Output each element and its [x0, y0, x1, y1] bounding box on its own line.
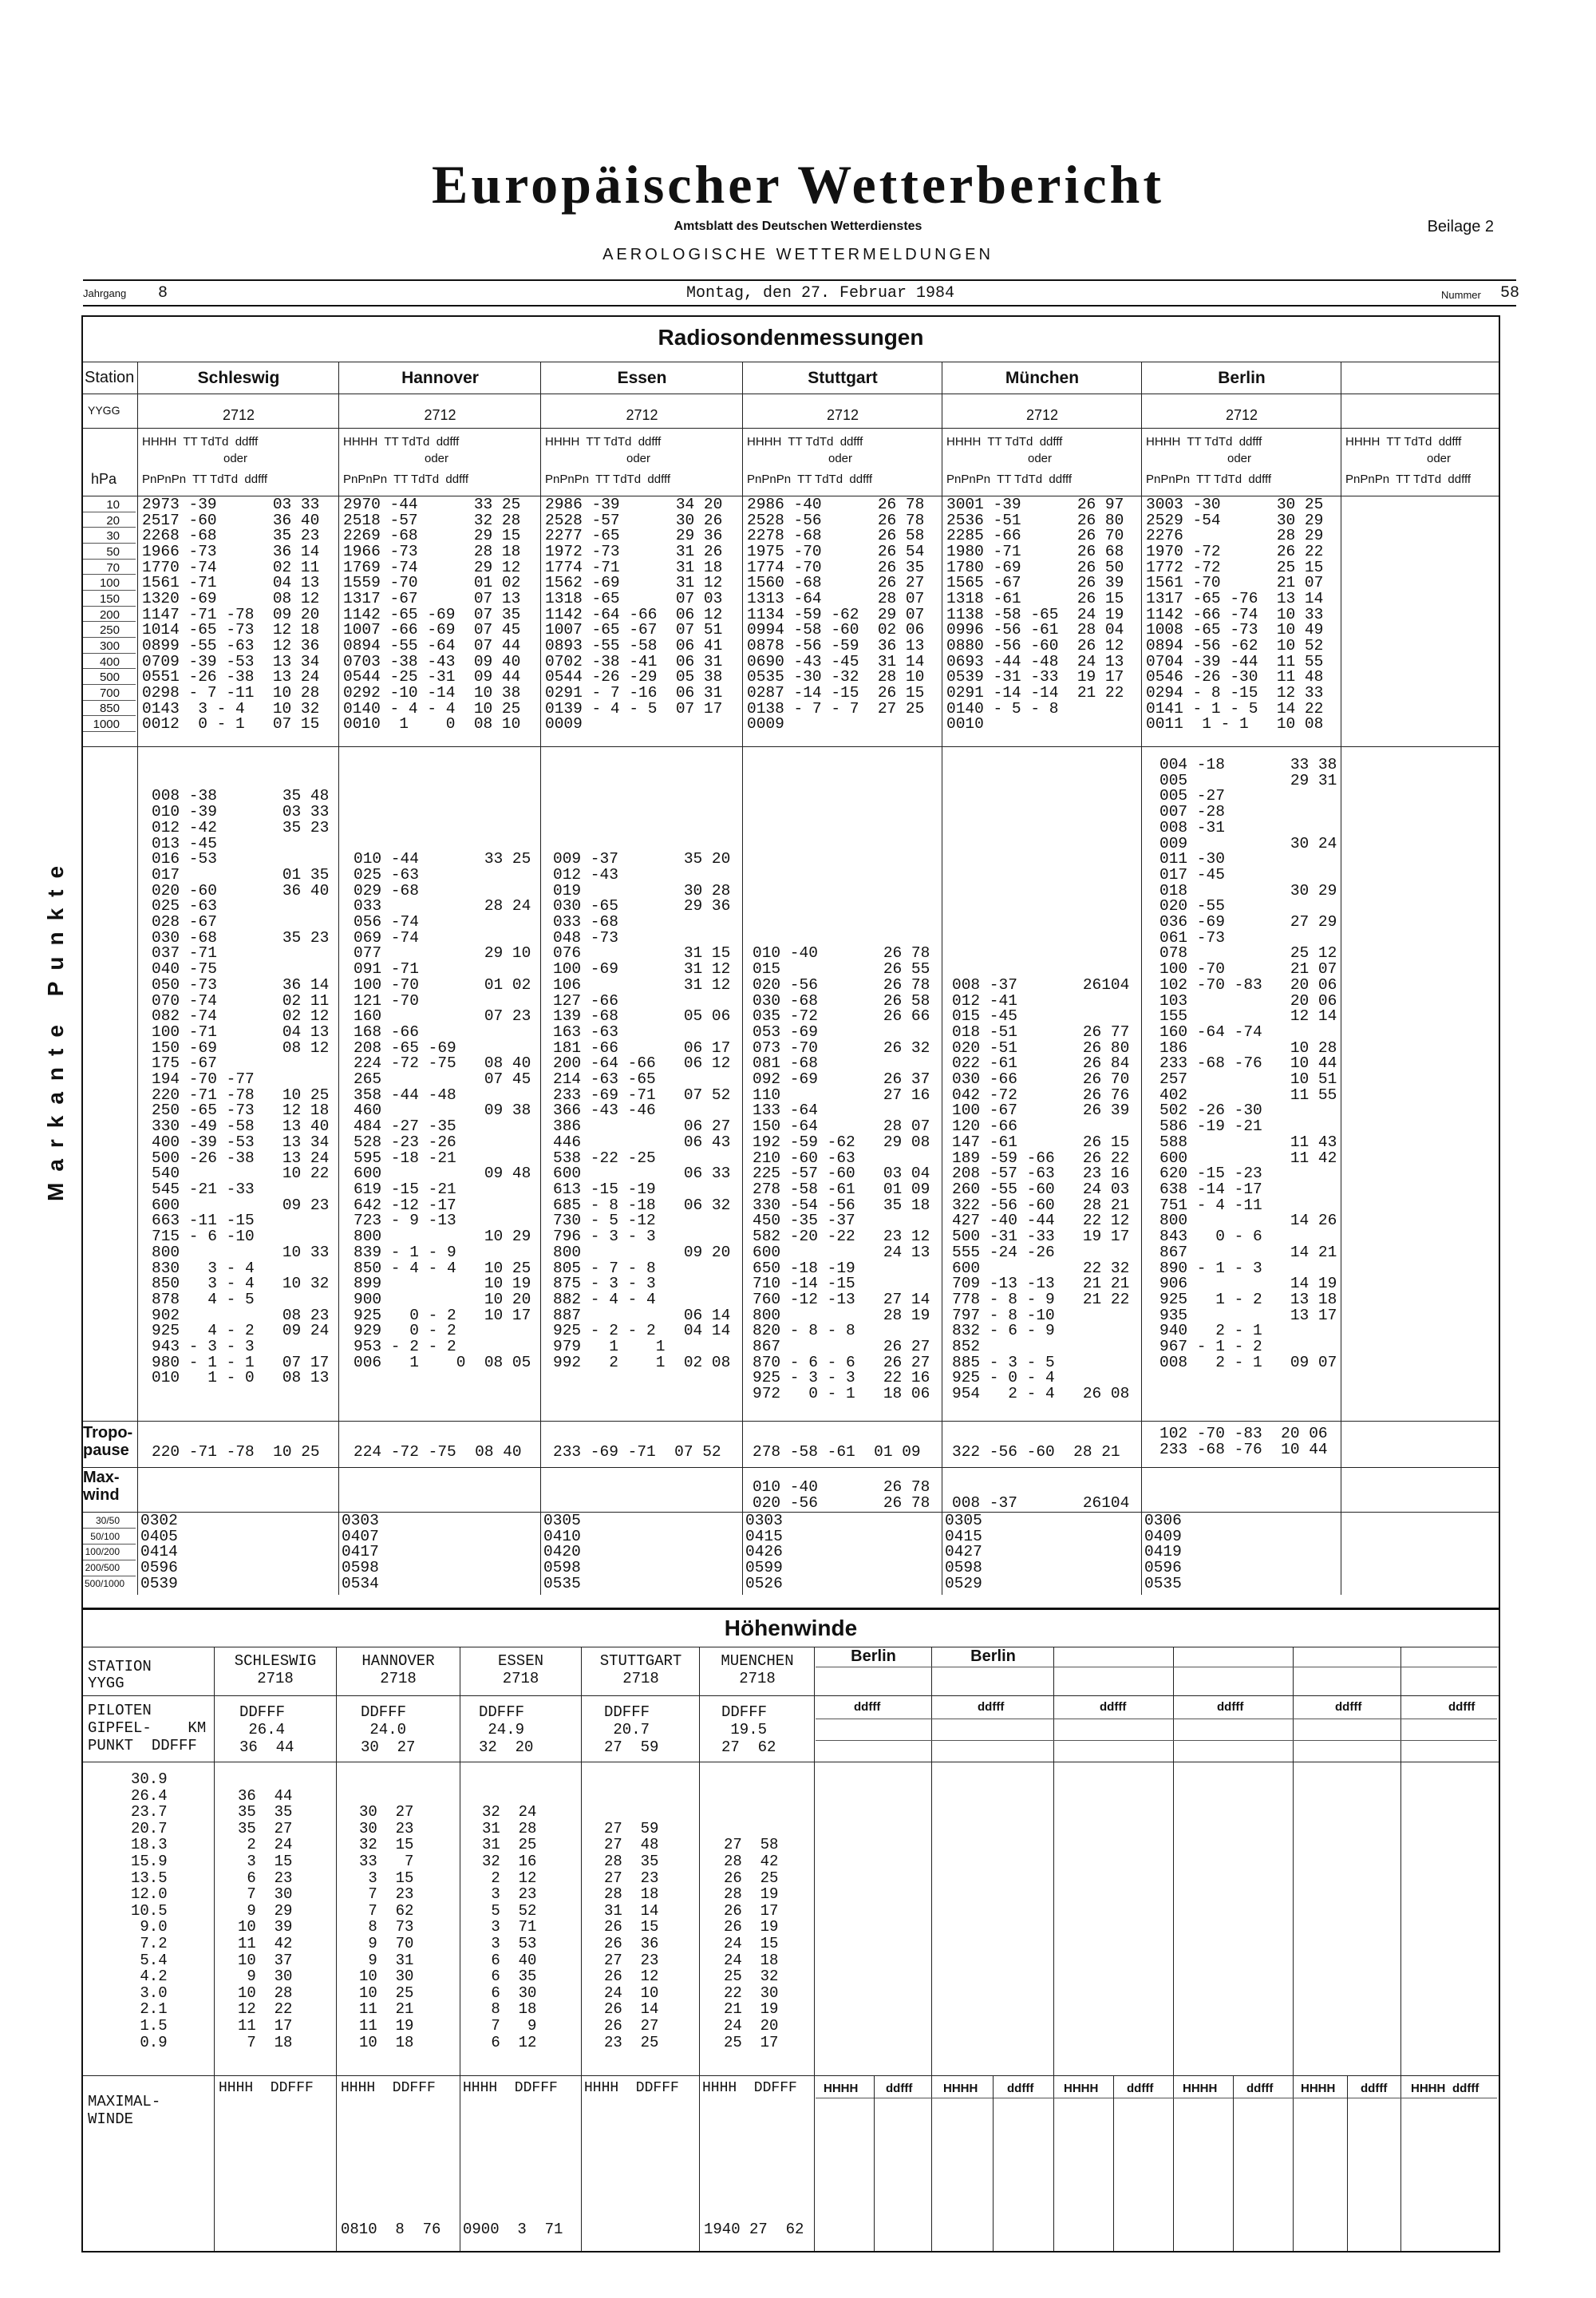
standard-levels-muenchen: 3001 -39 26 97 2536 -51 26 80 2285 -66 26 70 1980 -71 26 68 1780 -69 26 50 1565 -67 26 39 1318 -61 26 15 1138 -58 -65 24 19 0996 -56 -61 28 04 0880 -56 -60 26 12 0693 -44 -48 24 13 0539 -31 -33 19 17 0291 -14 -14 21 22 0140 - 5 - 8 0010	[946, 496, 1124, 734]
hw-station-yygg: 2718	[380, 1670, 417, 1687]
hw-station-name: HANNOVER	[361, 1652, 435, 1670]
hw-station-yygg: 2718	[739, 1670, 776, 1687]
station-yygg: 2712	[626, 407, 658, 423]
hw-max-header: HHHH DDFFF	[341, 2080, 436, 2096]
hpa-level: 250	[99, 623, 120, 638]
column-header: HHHH TT TdTd ddfff	[1146, 435, 1262, 449]
hw-ddfff-label: ddfff	[1217, 1700, 1244, 1714]
hw-station-name: MUENCHEN	[721, 1652, 794, 1670]
column-rule	[1141, 362, 1142, 1595]
maxwind-label: Max-wind	[83, 1469, 120, 1504]
hw-max-muenchen: 1940 27 62	[704, 2221, 804, 2238]
thickness-hannover: 0303 0407 0417 0598 0534	[342, 1512, 379, 1592]
column-rule	[874, 2075, 875, 2251]
hw-hhhh-label: HHHH	[1301, 2082, 1336, 2095]
hpa-level: 50	[106, 544, 120, 559]
hw-ddfff-label: ddfff	[1007, 2082, 1034, 2095]
hw-head-schleswig: DDFFF 26.4 36 44	[239, 1703, 294, 1756]
column-header: PnPnPn TT TdTd ddfff	[545, 473, 671, 486]
station-yygg: 2712	[222, 407, 255, 423]
station-label: Station	[85, 369, 135, 386]
hw-station-yygg: 2718	[257, 1670, 294, 1687]
hw-hhhh-label: HHHH	[1411, 2082, 1446, 2095]
hw-max-header: HHHH DDFFF	[584, 2080, 679, 2096]
hpa-level: 10	[106, 498, 120, 512]
standard-levels-essen: 2986 -39 34 20 2528 -57 30 26 2277 -65 29 36 1972 -73 31 26 1774 -71 31 18 1562 -69 31 12 1318 -65 07 03 1142 -64 -66 06 12 1007 -65 -67 07 51 0893 -55 -58 06 41 0702 -38 -41 06 31 0544 -26 -29 05 38 0291 - 7 -16 06 31 0139 - 4 - 5 07 17 0009	[545, 496, 723, 734]
markante-stuttgart: 010 -40 26 78 015 26 55 020 -56 26 78 030 -68 26 58 035 -72 26 66 053 -69 073 -70 26 32 081 -68 092 -69 26 37 110 27 16 133 -64 150 -64 28 07 192 -59 -62 29 08 210 -60 -63 225 -57 -60 03 04 278 -58 -61 01 09 330 -54 -56 35 18 450 -35 -37 582 -20 -22 23 12 600 24 13 650 -18 -19 710 -14 -15 760 -12 -13 27 14 800 28 19 820 - 8 - 8 867 26 27 870 - 6 - 6 26 27 925 - 3 - 3 22 16 972 0 - 1 18 06	[753, 944, 930, 1403]
station-yygg: 2712	[1025, 407, 1059, 423]
station-name: Berlin	[1218, 369, 1266, 387]
station-yygg: 2712	[424, 407, 456, 423]
column-rule	[993, 2075, 994, 2251]
column-rule	[1233, 2075, 1234, 2251]
hw-ddfff-label: ddfff	[1127, 2082, 1154, 2095]
jahrgang-label: Jahrgang	[83, 287, 127, 299]
hw-ddfff-label: ddfff	[886, 2082, 913, 2095]
column-header-oder: oder	[223, 452, 248, 465]
markante-muenchen: 008 -37 26104 012 -41 015 -45 018 -51 26 77 020 -51 26 80 022 -61 26 84 030 -66 26 70 042 -72 26 76 100 -67 26 39 120 -66 147 -61 26 15 189 -59 -66 26 22 208 -57 -63 23 16 260 -55 -60 24 03 322 -56 -60 28 21 427 -40 -44 22 12 500 -31 -33 19 17 555 -24 -26 600 22 32 709 -13 -13 21 21 778 - 8 - 9 21 22 797 - 8 -10 832 - 6 - 9 852 885 - 3 - 5 925 - 0 - 4 954 2 - 4 26 08	[952, 975, 1130, 1403]
nummer-value: 58	[1500, 284, 1520, 303]
markante-hannover: 010 -44 33 25 025 -63 029 -68 033 28 24 056 -74 069 -74 077 29 10 091 -71 100 -70 01 02 121 -70 160 07 23 168 -66 208 -65 -69 224 -72 -75 08 40 265 07 45 358 -44 -48 460 09 38 484 -27 -35 528 -23 -26 595 -18 -21 600 09 48 619 -15 -21 642 -12 -17 723 - 9 -13 800 10 29 839 - 1 - 9 850 - 4 - 4 10 25 899 10 19 900 10 20 925 0 - 2 10 17 929 0 - 2 953 - 2 - 2 006 1 0 08 05	[354, 850, 531, 1371]
hw-station-yygg: 2718	[622, 1670, 659, 1687]
tropopause-muenchen: 322 -56 -60 28 21	[952, 1443, 1120, 1461]
hw-yygg-label: YYGG	[88, 1675, 124, 1692]
column-rule	[338, 362, 339, 1595]
station-name: Stuttgart	[808, 369, 878, 387]
column-rule	[1347, 2075, 1348, 2251]
column-rule	[581, 1647, 582, 2251]
column-rule	[214, 1647, 215, 2251]
yygg-label: YYGG	[88, 404, 120, 417]
hw-heights: 30.9 26.4 23.7 20.7 18.3 15.9 13.5 12.0 10.5 9.0 7.2 5.4 4.2 3.0 2.1 1.5 0.9	[131, 1770, 168, 2051]
station-name: Essen	[617, 369, 667, 387]
column-header: HHHH TT TdTd ddfff	[142, 435, 259, 449]
maxwind-stuttgart: 010 -40 26 78 020 -56 26 78	[753, 1478, 930, 1512]
station-name: München	[1005, 369, 1080, 387]
hw-station-name: SCHLESWIG	[234, 1652, 317, 1670]
hw-hhhh-label: HHHH	[1183, 2082, 1218, 2095]
hw-max-header: HHHH DDFFF	[463, 2080, 558, 2096]
hw-max-header: HHHH DDFFF	[219, 2080, 314, 2096]
hpa-level: 100	[99, 576, 120, 591]
hw-head-essen: DDFFF 24.9 32 20	[479, 1703, 534, 1756]
column-header: HHHH TT TdTd ddfff	[545, 435, 662, 449]
hw-col-essen: 32 24 31 28 31 25 32 16 2 12 3 23 5 52 3 71 3 53 6 40 6 35 6 30 8 18 7 9 6 12	[482, 1803, 537, 2051]
station-name: Schleswig	[197, 369, 280, 387]
thickness-label: 30/50	[95, 1515, 120, 1526]
column-header-oder: oder	[1227, 452, 1252, 465]
column-header: HHHH TT TdTd ddfff	[343, 435, 460, 449]
hw-max-header: HHHH DDFFF	[702, 2080, 797, 2096]
column-header: PnPnPn TT TdTd ddfff	[142, 473, 268, 486]
column-rule	[336, 1647, 337, 2251]
hw-ddfff-label: ddfff	[1100, 1700, 1127, 1714]
divider	[83, 1512, 1499, 1513]
column-header: PnPnPn TT TdTd ddfff	[1345, 473, 1472, 486]
divider	[83, 1467, 1499, 1468]
hw-head-muenchen: DDFFF 19.5 27 62	[721, 1703, 776, 1756]
hw-ddfff-label: ddfff	[854, 1700, 881, 1714]
hw-head-stuttgart: DDFFF 20.7 27 59	[604, 1703, 659, 1756]
thickness-essen: 0305 0410 0420 0598 0535	[543, 1512, 581, 1592]
divider	[83, 2075, 1499, 2076]
header-rule-bottom	[83, 305, 1516, 307]
hpa-level: 30	[106, 529, 120, 544]
hpa-level: 70	[106, 560, 120, 575]
header-rule-top	[83, 279, 1516, 281]
hpa-level: 850	[99, 702, 120, 716]
section-label: AEROLOGISCHE WETTERMELDUNGEN	[602, 246, 994, 263]
hpa-level: 150	[99, 591, 120, 606]
radiosonde-title: Radiosondenmessungen	[658, 325, 924, 350]
hw-max-hannover: 0810 8 76	[341, 2221, 441, 2238]
tropopause-schleswig: 220 -71 -78 10 25	[152, 1443, 320, 1461]
hw-station-yygg: 2718	[502, 1670, 539, 1687]
hpa-label: hPa	[91, 471, 117, 487]
issue-date: Montag, den 27. Februar 1984	[686, 284, 955, 303]
column-header: HHHH TT TdTd ddfff	[1345, 435, 1462, 449]
hw-col-schleswig: 36 44 35 35 35 27 2 24 3 15 6 23 7 30 9 29 10 39 11 42 10 37 9 30 10 28 12 22 11 17 7 18	[238, 1786, 293, 2051]
hw-col-muenchen: 27 58 28 42 26 25 28 19 26 17 26 19 24 15 24 18 25 32 22 30 21 19 24 20 25 17	[724, 1836, 779, 2051]
tropopause-hannover: 224 -72 -75 08 40	[354, 1443, 522, 1461]
markante-schleswig: 008 -38 35 48 010 -39 03 33 012 -42 35 23 013 -45 016 -53 017 01 35 020 -60 36 40 025 -63 028 -67 030 -68 35 23 037 -71 040 -75 050 -73 36 14 070 -74 02 11 082 -74 02 12 100 -71 04 13 150 -69 08 12 175 -67 194 -70 -77 220 -71 -78 10 25 250 -65 -73 12 18 330 -49 -58 13 40 400 -39 -53 13 34 500 -26 -38 13 24 540 10 22 545 -21 -33 600 09 23 663 -11 -15 715 - 6 -10 800 10 33 830 3 - 4 850 3 - 4 10 32 878 4 - 5 902 08 23 925 4 - 2 09 24 943 - 3 - 3 980 - 1 - 1 07 17 010 1 - 0 08 13	[152, 787, 330, 1387]
hw-hhhh-label: HHHH	[943, 2082, 978, 2095]
hoehenwinde-section	[81, 1608, 1500, 2253]
markante-berlin: 004 -18 33 38 005 29 31 005 -27 007 -28 008 -31 009 30 24 011 -30 017 -45 018 30 29 020 -55 036 -69 27 29 061 -73 078 25 12 100 -70 21 07 102 -70 -83 20 06 103 20 06 155 12 14 160 -64 -74 186 10 28 233 -68 -76 10 44 257 10 51 402 11 55 502 -26 -30 586 -19 -21 588 11 43 600 11 42 620 -15 -23 638 -14 -17 751 - 4 -11 800 14 26 843 0 - 6 867 14 21 890 - 1 - 3 906 14 19 925 1 - 2 13 18 935 13 17 940 2 - 1 967 - 1 - 2 008 2 - 1 09 07	[1159, 756, 1337, 1371]
hw-head-hannover: DDFFF 24.0 30 27	[361, 1703, 416, 1756]
tropopause-label: Tropo-pause	[83, 1424, 133, 1459]
hw-station-label: STATION	[88, 1658, 152, 1675]
hpa-level: 400	[99, 655, 120, 669]
hw-extra-station: Berlin	[970, 1647, 1016, 1665]
column-header: PnPnPn TT TdTd ddfff	[747, 473, 873, 486]
column-header-oder: oder	[626, 452, 651, 465]
jahrgang-value: 8	[158, 284, 168, 303]
tropopause-stuttgart: 278 -58 -61 01 09	[753, 1443, 921, 1461]
hw-ddfff-label: ddfff	[978, 1700, 1005, 1714]
column-header-oder: oder	[828, 452, 853, 465]
divider	[83, 1421, 1499, 1422]
hw-col-stuttgart: 27 59 27 48 28 35 27 23 28 18 31 14 26 15 26 36 27 23 26 12 24 10 26 14 26 27 23 25	[604, 1819, 659, 2051]
hpa-level: 500	[99, 670, 120, 685]
column-rule	[1173, 1647, 1174, 2251]
station-name: Hannover	[401, 369, 479, 387]
column-header: PnPnPn TT TdTd ddfff	[1146, 473, 1272, 486]
hw-ddfff-label: ddfff	[1246, 2082, 1274, 2095]
column-rule	[1400, 1647, 1401, 2251]
column-header-oder: oder	[1427, 452, 1452, 465]
thickness-label: 500/1000	[85, 1577, 125, 1589]
markante-essen: 009 -37 35 20 012 -43 019 30 28 030 -65 29 36 033 -68 048 -73 076 31 15 100 -69 31 12 106 31 12 127 -66 139 -68 05 06 163 -63 181 -66 06 17 200 -64 -66 06 12 214 -63 -65 233 -69 -71 07 52 366 -43 -46 386 06 27 446 06 43 538 -22 -25 600 06 33 613 -15 -19 685 - 8 -18 06 32 730 - 5 -12 796 - 3 - 3 800 09 20 805 - 7 - 8 875 - 3 - 3 882 - 4 - 4 887 06 14 925 - 2 - 2 04 14 979 1 1 992 2 1 02 08	[553, 850, 731, 1371]
tropopause-berlin: 102 -70 -83 20 06 233 -68 -76 10 44	[1159, 1425, 1328, 1458]
column-rule	[1293, 1647, 1294, 2251]
hoehenwinde-title: Höhenwinde	[724, 1616, 858, 1640]
station-yygg: 2712	[1225, 407, 1258, 423]
standard-levels-stuttgart: 2986 -40 26 78 2528 -56 26 78 2278 -68 26 58 1975 -70 26 54 1774 -70 26 35 1560 -68 26 27 1313 -64 28 07 1134 -59 -62 29 07 0994 -58 -60 02 06 0878 -56 -59 36 13 0690 -43 -45 31 14 0535 -30 -32 28 10 0287 -14 -15 26 15 0138 - 7 - 7 27 25 0009	[747, 496, 925, 734]
divider	[83, 428, 1499, 429]
page-title: Europäischer Wetterbericht	[431, 154, 1164, 215]
divider	[83, 1695, 1499, 1696]
station-yygg: 2712	[826, 407, 859, 423]
hw-col-hannover: 30 27 30 23 32 15 33 7 3 15 7 23 7 62 8 73 9 70 9 31 10 30 10 25 11 21 11 19 10 18	[359, 1803, 414, 2051]
column-header: HHHH TT TdTd ddfff	[747, 435, 863, 449]
hw-hhhh-label: HHHH	[824, 2082, 859, 2095]
hpa-level: 20	[106, 513, 120, 528]
thickness-label: 100/200	[85, 1546, 120, 1558]
maxwind-muenchen: 008 -37 26104	[952, 1493, 1130, 1512]
column-rule	[742, 362, 743, 1595]
nummer-label: Nummer	[1441, 289, 1481, 301]
divider	[83, 746, 1499, 747]
hw-piloten-label: PILOTEN GIPFEL- KM PUNKT DDFFF	[88, 1702, 207, 1754]
column-rule	[931, 1647, 932, 2251]
hw-hhhh-label: HHHH	[1064, 2082, 1099, 2095]
hw-ddfff-label: ddfff	[1448, 1700, 1476, 1714]
column-rule	[699, 1647, 700, 2251]
hw-ddfff-label: ddfff	[1335, 1700, 1362, 1714]
column-header: PnPnPn TT TdTd ddfff	[946, 473, 1073, 486]
markante-punkte-label: Markante Punkte	[43, 854, 68, 1201]
hpa-level: 300	[99, 639, 120, 653]
thickness-schleswig: 0302 0405 0414 0596 0539	[140, 1512, 178, 1592]
thickness-label: 200/500	[85, 1562, 120, 1574]
hw-station-name: STUTTGART	[599, 1652, 682, 1670]
column-header: PnPnPn TT TdTd ddfff	[343, 473, 469, 486]
hw-max-essen: 0900 3 71	[463, 2221, 563, 2238]
hw-ddfff-label: ddfff	[1452, 2082, 1479, 2095]
thickness-stuttgart: 0303 0415 0426 0599 0526	[745, 1512, 783, 1592]
divider	[816, 1740, 1497, 1741]
hw-maximal-label: MAXIMAL- WINDE	[88, 2093, 161, 2128]
column-rule	[540, 362, 541, 1595]
standard-levels-hannover: 2970 -44 33 25 2518 -57 32 28 2269 -68 29 15 1966 -73 28 18 1769 -74 29 12 1559 -70 01 02 1317 -67 07 13 1142 -65 -69 07 35 1007 -66 -69 07 45 0894 -55 -64 07 44 0703 -38 -43 09 40 0544 -25 -31 09 44 0292 -10 -14 10 38 0140 - 4 - 4 10 25 0010 1 0 08 10	[343, 496, 521, 734]
standard-levels-schleswig: 2973 -39 03 33 2517 -60 36 40 2268 -68 35 23 1966 -73 36 14 1770 -74 02 11 1561 -71 04 13 1320 -69 08 12 1147 -71 -78 09 20 1014 -65 -73 12 18 0899 -55 -63 12 36 0709 -39 -53 13 34 0551 -26 -38 13 24 0298 - 7 -11 10 28 0143 3 - 4 10 32 0012 0 - 1 07 15	[142, 496, 320, 734]
hw-extra-station: Berlin	[851, 1647, 896, 1665]
thickness-berlin: 0306 0409 0419 0596 0535	[1144, 1512, 1182, 1592]
page-subtitle: Amtsblatt des Deutschen Wetterdienstes	[674, 220, 922, 233]
column-header-oder: oder	[1028, 452, 1053, 465]
column-rule	[1113, 2075, 1114, 2251]
beilage-label: Beilage 2	[1427, 218, 1494, 235]
hw-ddfff-label: ddfff	[1361, 2082, 1388, 2095]
column-header-oder: oder	[425, 452, 449, 465]
thickness-muenchen: 0305 0415 0427 0598 0529	[945, 1512, 982, 1592]
column-header: HHHH TT TdTd ddfff	[946, 435, 1063, 449]
column-rule	[1053, 1647, 1054, 2251]
thickness-label: 50/100	[90, 1530, 120, 1542]
hw-station-name: ESSEN	[497, 1652, 543, 1670]
column-rule	[814, 1647, 815, 2251]
hpa-level: 700	[99, 686, 120, 700]
column-rule	[137, 362, 138, 1595]
hpa-level: 1000	[93, 718, 120, 732]
hpa-level: 200	[99, 607, 120, 622]
standard-levels-berlin: 3003 -30 30 25 2529 -54 30 29 2276 28 29 1970 -72 26 22 1772 -72 25 15 1561 -70 21 07 1317 -65 -76 13 14 1142 -66 -74 10 33 1008 -65 -73 10 49 0894 -56 -62 10 52 0704 -39 -44 11 55 0546 -26 -30 11 48 0294 - 8 -15 12 33 0141 - 1 - 5 14 22 0011 1 - 1 10 08	[1146, 496, 1324, 734]
tropopause-essen: 233 -69 -71 07 52	[553, 1443, 721, 1461]
